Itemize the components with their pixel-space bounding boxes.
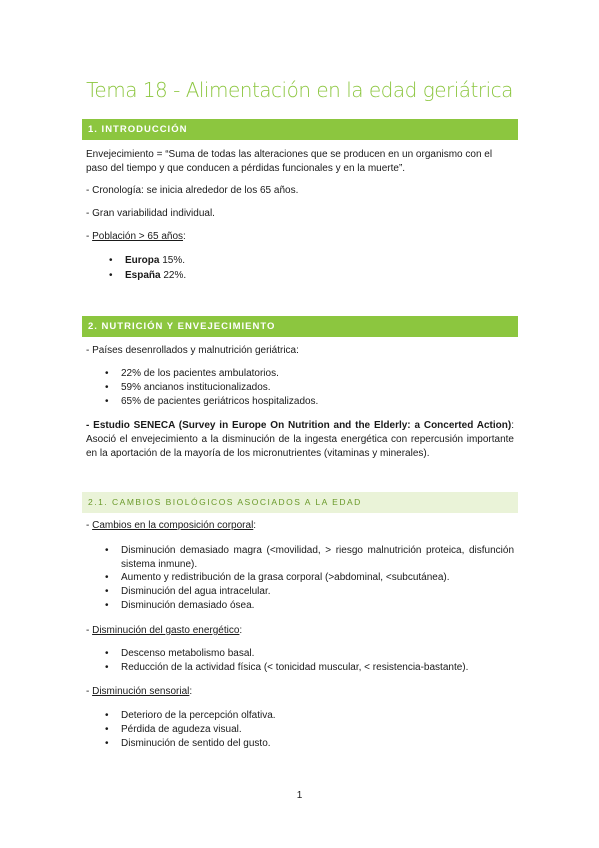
gasto-suffix: : — [239, 625, 243, 636]
list-item: • Reducción de la actividad física (< tonicidad muscular, < resistencia-bastante). — [121, 661, 514, 675]
gasto-label: Disminución del gasto energético — [92, 625, 240, 636]
region-label: España — [125, 270, 161, 281]
list-item: • 65% de pacientes geriátricos hospitalizados. — [121, 395, 514, 409]
list-item: • Descenso metabolismo basal. — [121, 647, 514, 661]
variabilidad-line: - Gran variabilidad individual. — [86, 208, 215, 219]
section-heading-introduccion: 1. INTRODUCCIÓN — [82, 119, 518, 140]
sensorial-prefix: - — [86, 686, 93, 697]
composicion-label: Cambios en la composición corporal — [92, 520, 254, 531]
sensorial-line — [86, 685, 514, 699]
composicion-prefix: - — [86, 520, 93, 531]
list-item — [125, 269, 518, 283]
seneca-paragraph — [86, 419, 514, 461]
seneca-text: : Asoció el envejecimiento a la disminución de la ingesta energética con repercusión importante en la aportación de la mayoría de los micronutrientes (vitaminas y minerales). — [86, 420, 514, 459]
region-value: 15%. — [159, 255, 186, 266]
poblacion-suffix: : — [183, 231, 186, 242]
gasto-line — [86, 624, 514, 638]
list-item: • Disminución del agua intracelular. — [121, 585, 514, 599]
poblacion-prefix: - — [86, 231, 93, 242]
section-heading-nutricion: 2. NUTRICIÓN Y ENVEJECIMIENTO — [82, 316, 518, 337]
sensorial-suffix: : — [189, 686, 193, 697]
list-item — [125, 254, 518, 268]
list-item: • Aumento y redistribución de la grasa corporal (>abdominal, <subcutánea). — [121, 571, 514, 585]
paises-line: - Países desenrollados y malnutrición geriátrica: — [86, 345, 299, 356]
list-item: • Pérdida de agudeza visual. — [121, 723, 514, 737]
list-item: • Disminución de sentido del gusto. — [121, 737, 514, 751]
list-item: • Disminución demasiado magra (<movilidad, > riesgo malnutrición proteica, disfunción sistema inmune). — [121, 544, 514, 572]
definition-paragraph: Envejecimiento = “Suma de todas las alteraciones que se producen en un organismo con el paso del tiempo y que conducen a pérdidas funcionales y en la muerte”. — [86, 149, 493, 174]
list-item: • 59% ancianos institucionalizados. — [121, 381, 514, 395]
composicion-line — [86, 519, 514, 533]
poblacion-line — [86, 230, 514, 244]
region-label: Europa — [125, 255, 160, 266]
subsection-heading-cambios: 2.1. CAMBIOS BIOLÓGICOS ASOCIADOS A LA EDAD — [82, 492, 518, 513]
page-title: Tema 18 - Alimentación en la edad geriátrica — [86, 78, 513, 102]
list-item: • 22% de los pacientes ambulatorios. — [121, 367, 514, 381]
cronologia-line: - Cronología: se inicia alrededor de los 65 años. — [86, 185, 299, 196]
region-value: 22%. — [160, 270, 187, 281]
list-item: • Disminución demasiado ósea. — [121, 599, 514, 613]
page-number: 1 — [296, 790, 303, 801]
composicion-suffix: : — [253, 520, 257, 531]
poblacion-label: Población > 65 años — [92, 231, 184, 242]
sensorial-label: Disminución sensorial — [92, 686, 190, 697]
list-item: • Deterioro de la percepción olfativa. — [121, 709, 514, 723]
gasto-prefix: - — [86, 625, 93, 636]
seneca-title: - Estudio SENECA (Survey in Europe On Nutrition and the Elderly: a Concerted Action) — [86, 420, 512, 431]
